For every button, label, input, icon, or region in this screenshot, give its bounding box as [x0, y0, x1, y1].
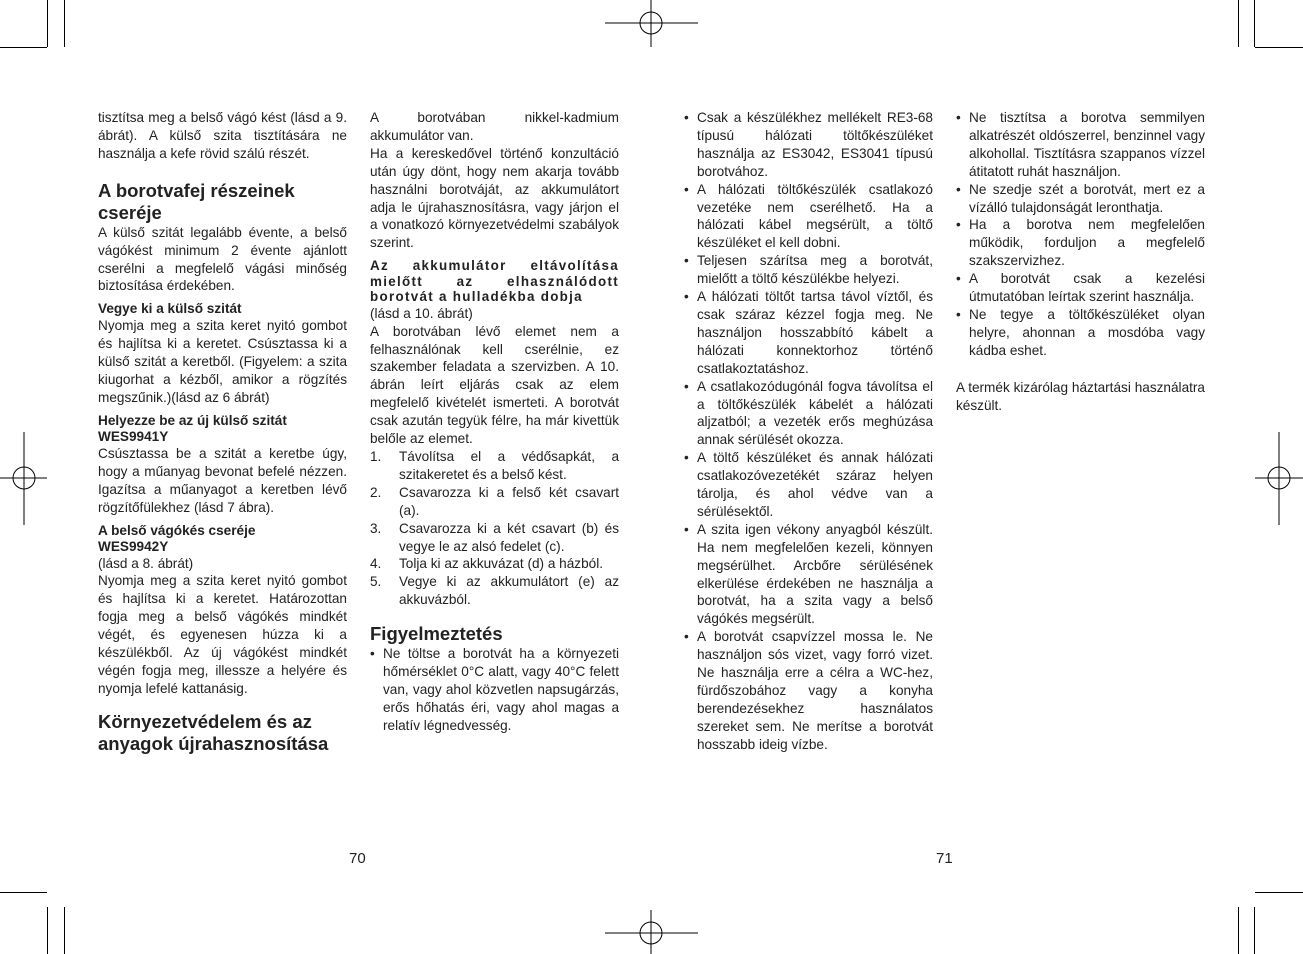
list-item: • Csak a készülékhez mellékelt RE3-68 típusú hálózati töltőkészüléket használja az ES3042, ES3041 típusú borotvához. — [684, 109, 933, 181]
heading-warning: Figyelmeztetés — [370, 623, 503, 645]
list-item: • A szita igen vékony anyagból készült. Ha nem megfelelően kezeli, könnyen megsérülhet. Arcbőre sérülésének elkerülése érdekében ne használja a borotvát, ha a szita vagy a belső vágókés megsérült. — [684, 521, 933, 628]
column-3 — [684, 109, 933, 754]
list-item: • Ne töltse a borotvát ha a környezeti hőmérséklet 0°C alatt, vagy 40°C felett van, vagy ahol közvetlen napsugárzás, erős hőhatás éri, vagy ahol magas a relatív légnedvesség. — [370, 645, 619, 735]
list-item: • Teljesen szárítsa meg a borotvát, mielőtt a töltő készülékbe helyezi. — [684, 252, 933, 288]
battery-removal-text: A borotvában lévő elemet nem a felhasználónak kell cserélnie, ez szakember feladata a szervizben. A 10. ábrán leírt eljárás csak az elem megfelelő kivételét ismerteti. A borotvát csak azután tegyük félre, ha már kivettük belőle az elemet. — [370, 323, 619, 447]
list-item: • A csatlakozódugónál fogva távolítsa el a töltőkészülék kábelét a hálózati aljzatból; a vezeték erős meghúzása annak sérülését okozza. — [684, 378, 933, 450]
page-number-right: 71 — [936, 850, 953, 867]
safety-list-continued — [956, 109, 1205, 360]
remove-foil-text: Nyomja meg a szita keret nyitó gombot és hajlítsa ki a keretet. Csúsztassa ki a külső szitát a keretből. (Figyelem: a szita kiugorhat a kézből, amikor a rögzítés megszűnik.)(lásd az 6 ábrát) — [98, 318, 347, 405]
list-item: 4. Tolja ki az akkuvázat (d) a házból. — [370, 556, 604, 572]
subheading-remove-foil: Vegye ki a külső szitát — [98, 301, 242, 317]
list-item: • A borotvát csak a kezelési útmutatóban leírtak szerint használja. — [956, 270, 1205, 306]
list-item: • A borotvát csapvízzel mossa le. Ne használjon sós vizet, vagy forró vizet. Ne használja erre a célra a WC-hez, fürdőszobához vagy a konyha berendezésekhez használatos szereket sem. Ne merítse a borotvát hosszabb ideig vízbe. — [684, 628, 933, 753]
list-item: • Ne szedje szét a borotvát, mert ez a vízálló tulajdonságát leronthatja. — [956, 181, 1205, 217]
replacement-text: A külső szitát legalább évente, a belső vágókést minimum 2 évente ajánlott cserélni a megfelelő vágási minőség biztosítása érdekében. — [98, 224, 347, 294]
inner-blade-ref: (lásd a 8. ábrát) — [98, 555, 194, 571]
battery-removal-ref: (lásd a 10. ábrát) — [370, 305, 473, 321]
subheading-inner-blade: A belső vágókés cseréje WES9942Y — [98, 522, 256, 554]
warning-list — [370, 645, 619, 735]
list-item: 2. Csavarozza ki a felső két csavart (a). — [370, 484, 619, 518]
subheading-insert-foil: Helyezze be az új külső szitát WES9941Y — [98, 412, 287, 444]
intro-text: tisztítsa meg a belső vágó kést (lásd a 9. ábrát). A külső szita tisztítására ne használja a kefe rövid szálú részét. — [98, 110, 347, 161]
battery-removal-steps — [370, 448, 619, 609]
list-item: • A hálózati töltőkészülék csatlakozó vezetéke nem cserélhető. Ha a hálózati kábel megsérült, a töltő készüléket el kell dobni. — [684, 181, 933, 253]
list-item: • Ne tegye a töltőkészüléket olyan helyre, ahonnan a mosdóba vagy kádba eshet. — [956, 306, 1205, 360]
list-item: 3. Csavarozza ki a két csavart (b) és vegye le az alsó fedelet (c). — [370, 520, 619, 554]
list-item: 1. Távolítsa el a védősapkát, a szitakeretet és a belső kést. — [370, 449, 619, 482]
list-item: • Ne tisztítsa a borotva semmilyen alkatrészét oldószerrel, benzinnel vagy alkohollal. Tisztításra szappanos vízzel átitatott ruhát használjon. — [956, 109, 1205, 181]
column-2 — [370, 109, 619, 735]
list-item: • Ha a borotva nem megfelelően működik, forduljon a megfelelő szakszervizhez. — [956, 216, 1205, 270]
household-use-text: A termék kizárólag háztartási használatra készült. — [956, 379, 1205, 413]
column-4 — [956, 109, 1205, 415]
column-1 — [98, 109, 347, 755]
heading-shaver-head-replacement: A borotvafej részeinek cseréje — [98, 179, 295, 223]
list-item: 5. Vegye ki az akkumulátort (e) az akkuvázból. — [370, 574, 619, 608]
page-number-left: 70 — [349, 850, 366, 867]
list-item: • A hálózati töltőt tartsa távol víztől, és csak száraz kézzel fogja meg. Ne használjon hosszabbító kábelt a hálózati konnektorhoz történő csatlakoztatáshoz. — [684, 288, 933, 378]
heading-environment: Környezetvédelem és az anyagok újrahasznosítása — [98, 710, 329, 754]
inner-blade-text: Nyomja meg a szita keret nyitó gombot és hajlítsa ki a keretet. Határozottan fogja meg a belső vágókés mindkét végét, és egyenesen húzza ki a készülékből. Az új vágókést mindkét végén fogja meg, illessze a helyére és nyomja lefelé kattanásig. — [98, 573, 347, 696]
recycling-text: Ha a kereskedővel történő konzultáció után úgy dönt, hogy nem akarja tovább használni borotváját, az akkumulátort adja le újrahasznosításra, vagy járjon el a vonatkozó környezetvédelmi szabályok szerint. — [370, 145, 619, 251]
safety-list — [684, 109, 933, 754]
battery-text: A borotvában nikkel-kadmium akkumulátor van. — [370, 110, 619, 143]
subheading-battery-removal: Az akkumulátor eltávolítása mielőtt az elhasználódott borotvát a hulladékba dobja — [370, 258, 619, 305]
list-item: • A töltő készüléket és annak hálózati csatlakozóvezetékét száraz helyen tárolja, és ahol védve van a sérülésektől. — [684, 449, 933, 521]
insert-foil-text: Csúsztassa be a szitát a keretbe úgy, hogy a műanyag bevonat befelé nézzen. Igazítsa a műanyagot a keretben lévő rögzítőfülekhez (lásd 7 ábra). — [98, 445, 347, 515]
